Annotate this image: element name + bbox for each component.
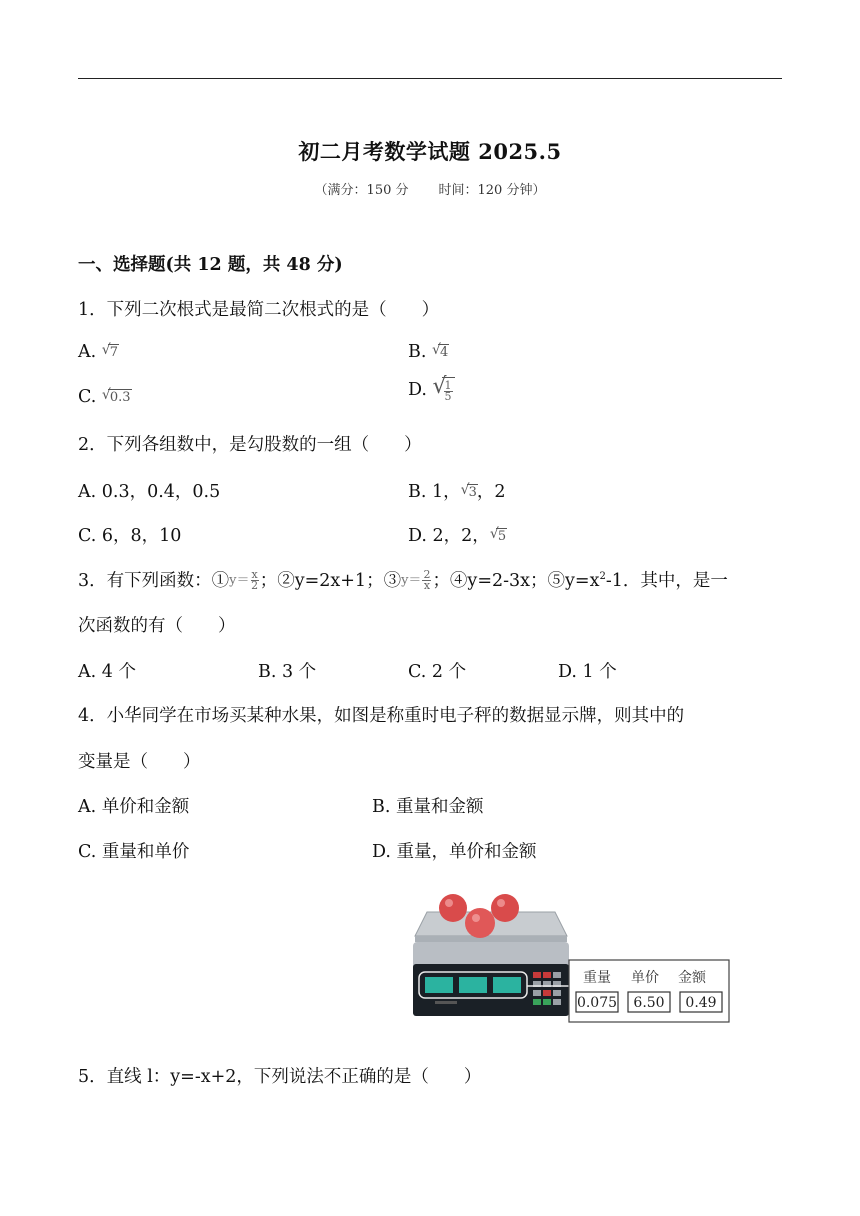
apple-icon xyxy=(465,908,495,938)
fraction-denominator: 2 xyxy=(251,579,259,592)
q2-option-d xyxy=(408,522,506,547)
question-2-stem: 2．下列各组数中，是勾股数的一组（ ） xyxy=(78,435,422,455)
sqrt-icon: √ $\frac{1}{5}$ xyxy=(433,378,454,402)
display-weight xyxy=(425,977,453,993)
apple-highlight xyxy=(445,899,453,907)
fraction-denominator: x xyxy=(423,579,431,592)
q4-option-b: B. 重量和金额 xyxy=(372,797,484,817)
section-heading: 一、选择题(共 12 题，共 48 分) xyxy=(78,255,343,275)
stem-text: ；④y=2-3x；⑤y=x xyxy=(432,571,600,591)
callout-label-amount: 金额 xyxy=(678,970,706,986)
question-5-stem: 5．直线 l：y=-x+2，下列说法不正确的是（ ） xyxy=(78,1067,482,1087)
q3-option-b: B. 3 个 xyxy=(258,662,317,682)
function-1 xyxy=(229,568,260,592)
sqrt-icon: √ 0.3 xyxy=(101,387,131,405)
scale-platter-edge xyxy=(415,936,567,942)
radicand: 7 xyxy=(109,345,119,360)
apple-icon xyxy=(439,894,467,922)
question-4-stem-line2: 变量是（ ） xyxy=(78,752,201,772)
page-subtitle xyxy=(0,179,860,198)
sqrt-icon: √ 3 xyxy=(460,482,477,500)
score-info: （满分：150 分 xyxy=(314,183,409,198)
q1-option-a xyxy=(78,342,118,362)
radicand: 4 xyxy=(440,345,449,360)
q3-option-a: A. 4 个 xyxy=(78,662,136,682)
q2-option-a: A. 0.3，0.4，0.5 xyxy=(78,482,221,502)
apple-icon xyxy=(491,894,519,922)
apple-highlight xyxy=(472,914,480,922)
question-3-stem-line2: 次函数的有（ ） xyxy=(78,616,236,636)
option-label: D. xyxy=(408,380,433,400)
sqrt-icon: √ 7 xyxy=(101,342,119,360)
value-amount: 0.49 xyxy=(685,995,717,1011)
callout-label-weight: 重量 xyxy=(583,970,611,986)
q1-option-c xyxy=(78,387,131,407)
option-label: A. xyxy=(78,342,102,362)
q3-option-c: C. 2 个 xyxy=(408,662,467,682)
question-4-stem: 4．小华同学在市场买某种水果，如图是称重时电子秤的数据显示牌，则其中的 xyxy=(78,706,685,726)
q4-option-d: D. 重量，单价和金额 xyxy=(372,842,537,862)
option-text: ，2 xyxy=(476,482,506,502)
q2-option-c: C. 6，8，10 xyxy=(78,526,182,546)
radicand: 3 xyxy=(468,485,477,500)
q2-option-b xyxy=(408,478,506,503)
option-text: D. 2，2， xyxy=(408,526,490,546)
fraction-numerator: x xyxy=(251,568,258,581)
radicand: 0.3 xyxy=(109,390,131,405)
option-label: B. xyxy=(408,342,432,362)
stem-text: ；②y=2x+1；③ xyxy=(259,571,402,591)
scale-figure xyxy=(405,890,735,1025)
question-3-stem xyxy=(78,567,728,592)
q4-option-a: A. 单价和金额 xyxy=(78,797,190,817)
time-info: 时间：120 分钟） xyxy=(438,183,546,198)
fraction-numerator: 1 xyxy=(444,379,452,392)
function-lhs: y＝ xyxy=(229,573,250,588)
sqrt-icon: √ 5 xyxy=(489,526,507,544)
q1-option-b xyxy=(408,342,448,362)
stem-text: 3．有下列函数：① xyxy=(78,571,230,591)
option-label: C. xyxy=(78,387,102,407)
callout-label-price: 单价 xyxy=(631,970,659,986)
stem-text: -1．其中，是一 xyxy=(605,571,728,591)
q1-option-d xyxy=(408,374,454,403)
fraction-denominator: 5 xyxy=(444,390,452,403)
sqrt-icon: √ 4 xyxy=(432,342,449,360)
function-3 xyxy=(401,568,432,592)
q3-option-d: D. 1 个 xyxy=(558,662,617,682)
fraction-numerator: 2 xyxy=(423,568,431,581)
scale-label-strip xyxy=(435,1001,457,1004)
question-1-stem: 1．下列二次根式是最简二次根式的是（ ） xyxy=(78,300,440,320)
page-title: 初二月考数学试题 2025.5 xyxy=(298,139,562,164)
q4-option-c: C. 重量和单价 xyxy=(78,842,190,862)
header-rule xyxy=(78,78,782,79)
radicand: 5 xyxy=(497,529,507,544)
function-lhs: y＝ xyxy=(401,573,422,588)
display-price xyxy=(459,977,487,993)
option-text: B. 1， xyxy=(408,482,461,502)
apple-highlight xyxy=(497,899,505,907)
electronic-scale-illustration xyxy=(405,890,735,1025)
exponent: 2 xyxy=(599,571,606,583)
value-price: 6.50 xyxy=(633,995,665,1011)
display-amount xyxy=(493,977,521,993)
value-weight: 0.075 xyxy=(576,995,618,1011)
